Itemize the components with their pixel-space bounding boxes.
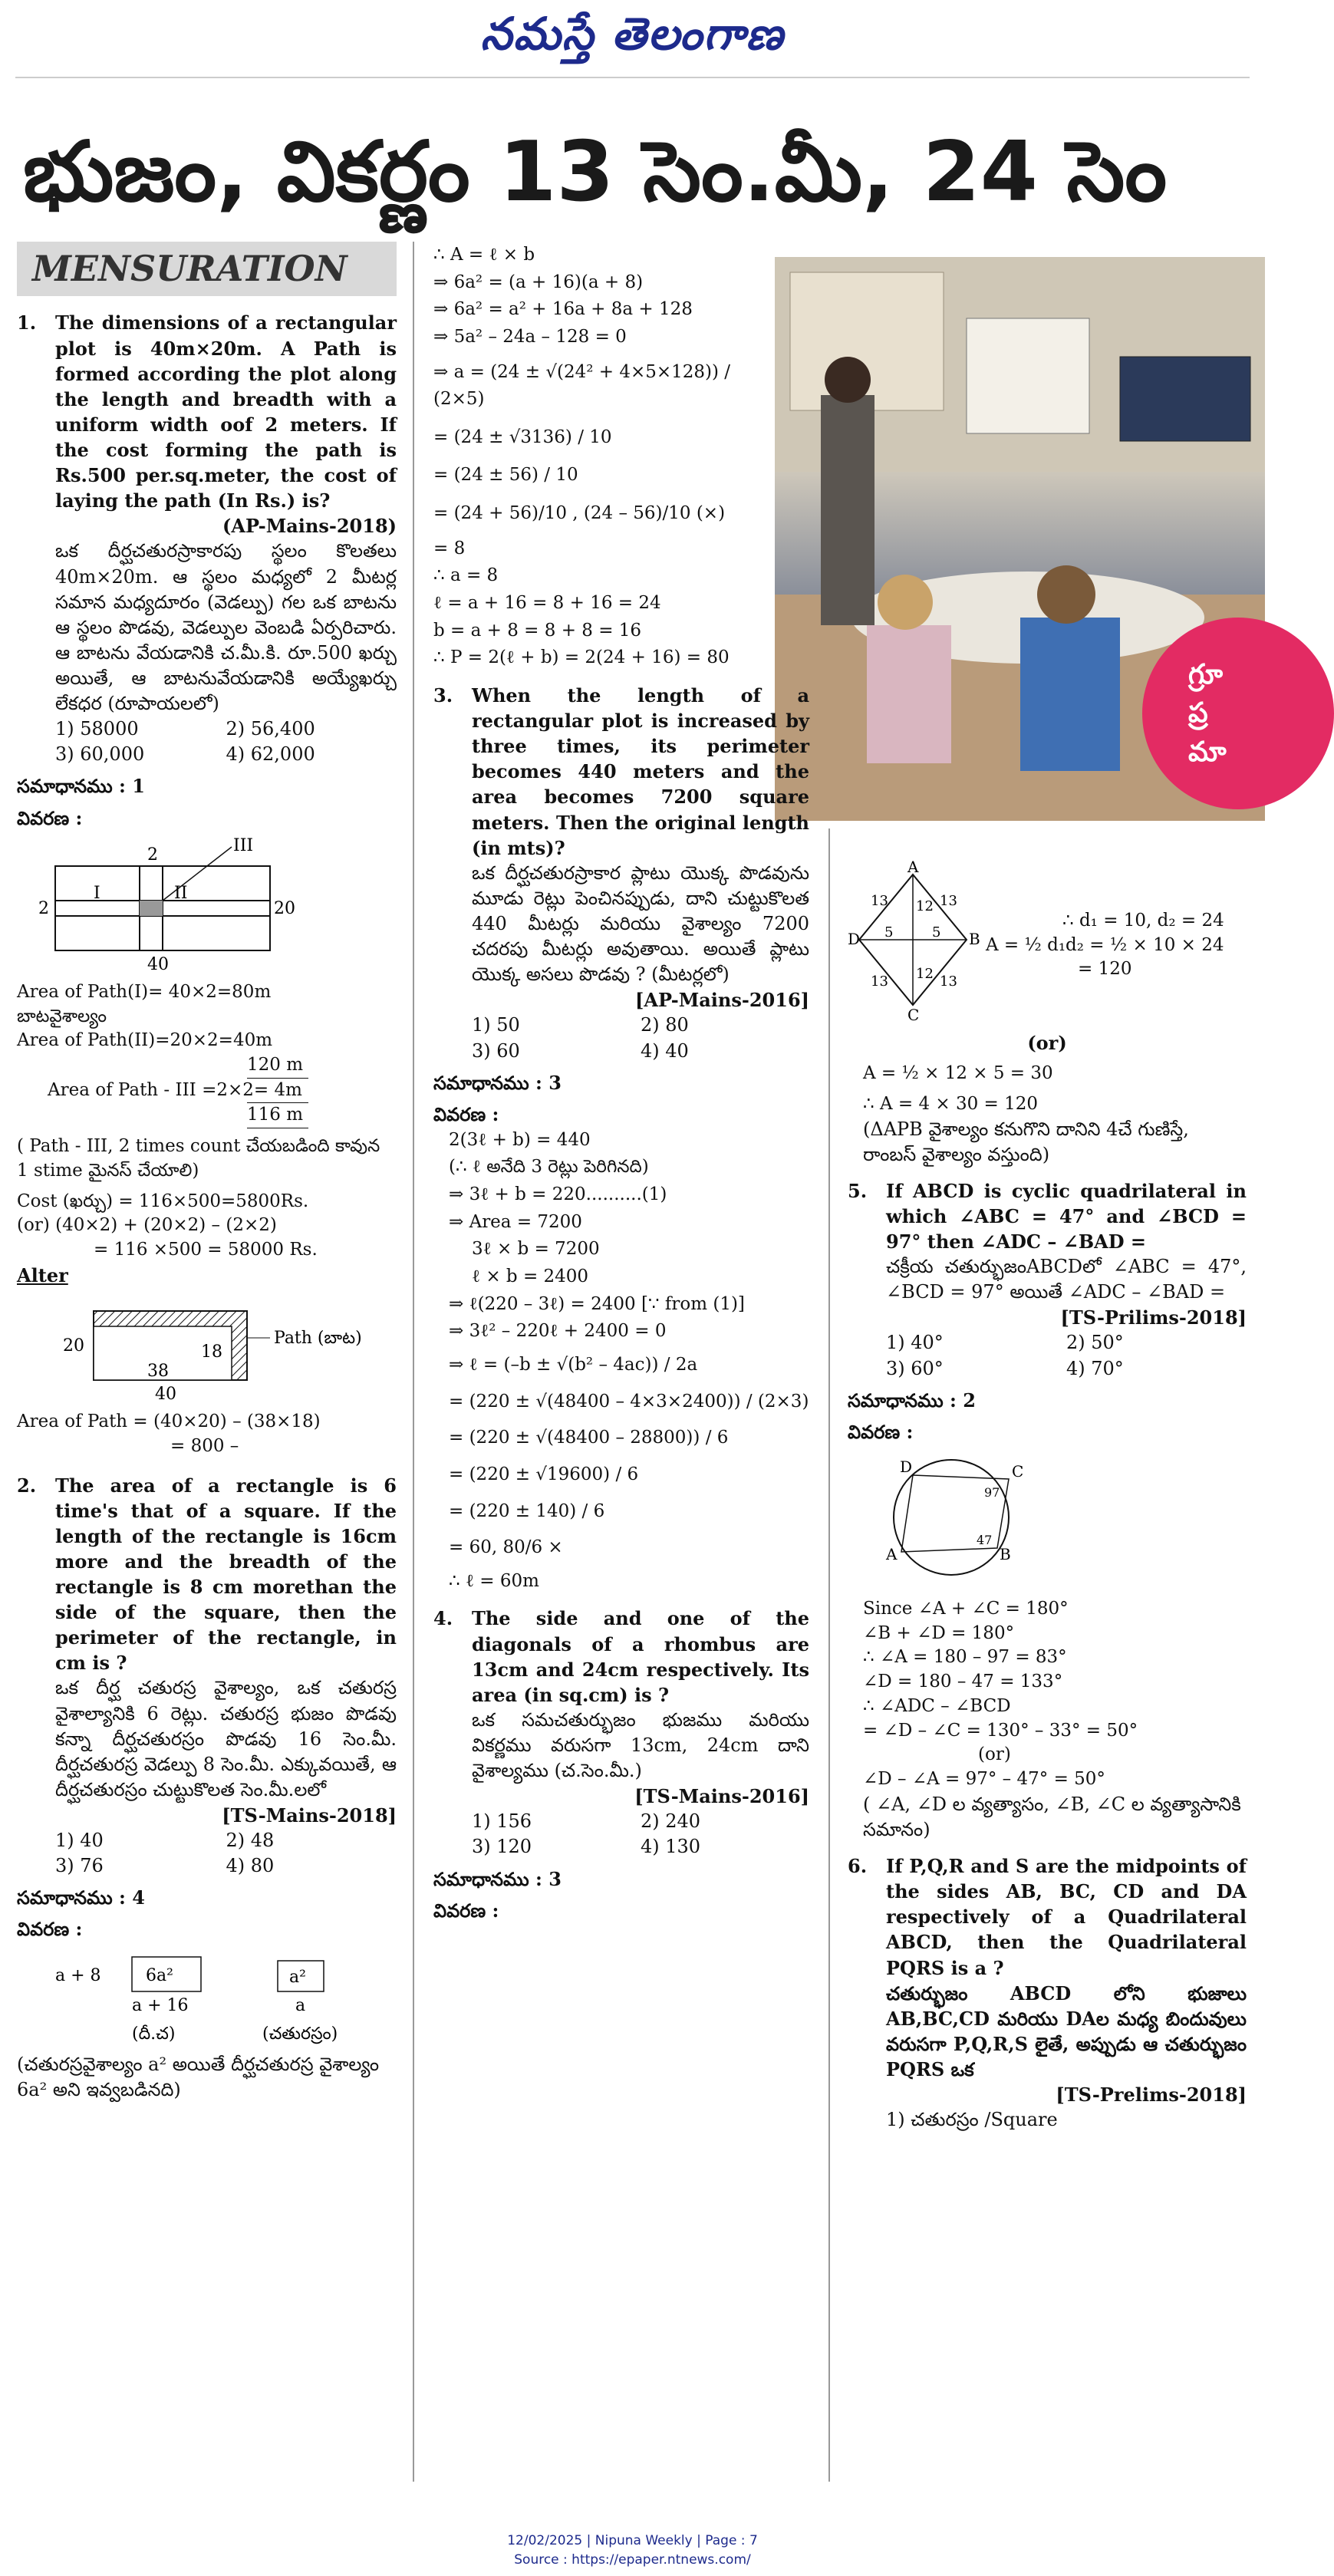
math-line: ⇒ 5a² – 24a – 128 = 0 [433, 326, 627, 347]
path-overlap [140, 901, 163, 916]
cyclic-quad-figure [871, 1444, 1039, 1590]
fig-label: A [907, 858, 919, 876]
question-4 [433, 1606, 809, 1707]
question-text-te: ఒక దీర్ఘ చతురస్ర వైశాల్యం, ఒక చతురస్ర వైశాల్యానికి 6 రెట్లు. చతురస్ర భుజం పొడవు కన్నా దీర్ఘచతురస్రం పొడవు 16 సెం.మీ. దీర్ఘచతురస్ర వెడల్పు 8 సెం.మీ. ఎక్కువయితే, ఆ దీర్ఘచతురస్రం చుట్టుకొలత సెం.మీ.లలో [55, 1677, 397, 1800]
option: 1) 156 [472, 1810, 532, 1833]
math-note: ( Path - III, 2 times count చేయబడింది కావున 1 stime మైనస్ చేయాలి) [17, 1136, 380, 1181]
fig-label: a + 16 [132, 1995, 189, 2015]
fig-label: 38 [147, 1361, 169, 1381]
question-number: 6. [848, 1855, 868, 1878]
exam-tag: [TS-Prilims-2018] [1060, 1306, 1247, 1329]
math-line: ℓ × b = 2400 [472, 1267, 589, 1287]
fig-label: 12 [916, 966, 934, 982]
options [55, 1828, 397, 1879]
math-line: Area of Path - III =2×2= 4m [48, 1079, 302, 1100]
math-line: = ∠D – ∠C = 130° – 33° = 50° [863, 1720, 1138, 1741]
math-line: 120 m [247, 1053, 308, 1079]
fig-label: 12 [916, 898, 934, 914]
question-6 [848, 1853, 1247, 1981]
question-text-te: చతుర్భుజం ABCD లోని భుజాలు AB,BC,CD మరియు DAల మధ్య బిందువులు వరుసగా P,Q,R,S లైతే, అప్పుడు ఆ చతుర్భుజం PQRS ఒక [886, 1981, 1247, 2080]
math-line: ∴ ℓ = 60m [449, 1570, 539, 1591]
option: 1) 58000 [55, 718, 139, 740]
fig-label: a + 8 [55, 1965, 101, 1985]
column-2 [433, 242, 809, 1923]
question-5 [848, 1178, 1247, 1254]
fig-label: I [94, 883, 100, 903]
math-line: ⇒ a = (24 ± √(24² + 4×5×128)) / (2×5) [433, 361, 731, 410]
fig-label: 6a² [146, 1965, 173, 1985]
fig-label: 13 [871, 973, 888, 990]
math-line: = (220 ± 140) / 6 [449, 1500, 605, 1521]
question-1 [17, 310, 397, 513]
math-line: ∴ ∠A = 180 – 97 = 83° [863, 1647, 1067, 1668]
column-divider-1 [413, 242, 414, 2482]
math-line: ⇒ Area = 7200 [449, 1211, 582, 1232]
fig-label: II [174, 883, 188, 903]
math-line: = 60, 80/6 × [449, 1537, 563, 1558]
math-note: (చతురస్రవైశాల్యం a² అయితే దీర్ఘచతురస్ర వైశాల్యం 6a² అని ఇవ్వబడినది) [17, 2053, 380, 2100]
option: 3) 60 [472, 1039, 520, 1062]
question-number: 4. [433, 1607, 453, 1630]
math-line: = 116 ×500 = 58000 Rs. [94, 1240, 318, 1260]
explanation-label: వివరణ : [848, 1420, 914, 1443]
column-1 [17, 242, 397, 2103]
fig-label: 40 [147, 954, 169, 974]
math-line: ∴ d₁ = 10, d₂ = 24 [1062, 911, 1224, 931]
question-text-te: ఒక దీర్ఘచతురస్రాకార ప్లాటు యొక్క పొడవును మూడు రెట్లు పెంచినప్పుడు, దాని చుట్టుకొలత 440 మీటర్లు మరియు వైశాల్యం 7200 చదరపు మీటర్లు అవుతాయి. అయితే ప్లాటు యొక్క అసలు పొడవు ? (మీటర్లలో) [472, 861, 809, 986]
math-line: ℓ = a + 16 = 8 + 16 = 24 [433, 593, 661, 614]
column-3 [848, 858, 1247, 2133]
exam-tag: [TS-Mains-2016] [634, 1785, 809, 1808]
math-line: (or) [978, 1744, 1011, 1765]
math-line: = (24 + 56)/10 , (24 – 56)/10 (×) [433, 503, 726, 524]
exam-tag: (AP-Mains-2018) [222, 515, 397, 538]
math-line: ∴ P = 2(ℓ + b) = 2(24 + 16) = 80 [433, 647, 730, 668]
fig-label: C [1012, 1461, 1024, 1481]
option: 4) 80 [226, 1855, 275, 1877]
headline: భుజం, వికర్ణం 13 సెం.మీ, 24 సెం [23, 124, 1168, 220]
path-figure [25, 835, 301, 973]
question-text-te: చక్రీయ చతుర్భుజంABCDలో ∠ABC = 47°, ∠BCD = 97° అయితే ∠ADC – ∠BAD = [886, 1256, 1247, 1303]
math-note: (ΔAPB వైశాల్యం కనుగొని దానిని 4చే గుణిస్తే, రాంబస్ వైశాల్యం వస్తుంది) [863, 1118, 1189, 1165]
fig-label: D [900, 1457, 913, 1476]
math-line: 3ℓ × b = 7200 [472, 1239, 600, 1260]
fig-label: A [886, 1544, 898, 1563]
math-line: = (24 ± √3136) / 10 [433, 427, 612, 447]
math-line: = 800 – [170, 1435, 239, 1456]
option: 1) 40 [55, 1830, 104, 1852]
option: 3) 76 [55, 1855, 104, 1877]
math-line: ∴ A = 4 × 30 = 120 [863, 1093, 1039, 1114]
math-line: ∠D – ∠A = 97° – 47° = 50° [863, 1769, 1105, 1790]
question-text-te: ఒక సమచతుర్భుజం భుజము మరియు వికర్ణము వరుసగా 13cm, 24cm దాని వైశాల్యము (చ.సెం.మీ.) [472, 1708, 809, 1782]
math-line: ⇒ 3ℓ + b = 220..........(1) [449, 1184, 667, 1205]
options [55, 716, 397, 767]
photo-badge [1142, 618, 1334, 809]
math-line: 116 m [247, 1102, 308, 1128]
option: 2) 48 [226, 1830, 275, 1852]
answer: సమాధానము : 3 [433, 1071, 562, 1094]
math-line: ⇒ 3ℓ² – 220ℓ + 2400 = 0 [449, 1321, 667, 1342]
alter-heading: Alter [17, 1263, 68, 1286]
math-line: = 120 [1078, 959, 1132, 980]
answer: సమాధానము : 2 [848, 1388, 976, 1412]
question-text-en: If P,Q,R and S are the midpoints of the sides AB, BC, CD and DA respectively of a Quadrilateral ABCD, then the Quadrilateral PQRS is a ? [886, 1855, 1247, 1979]
explanation-label: వివరణ : [17, 806, 83, 829]
masthead-divider [15, 77, 1250, 78]
question-number: 2. [17, 1474, 37, 1497]
masthead [0, 0, 1265, 73]
badge-text: మా [1188, 736, 1227, 768]
explanation-label: వివరణ : [433, 1102, 499, 1125]
answer: సమాధానము : 1 [17, 775, 145, 798]
fig-caption: (దీ.చ) [132, 2024, 176, 2044]
answer: సమాధానము : 4 [17, 1886, 145, 1909]
option: 2) 50° [1066, 1332, 1124, 1354]
fig-label: 20 [63, 1336, 84, 1356]
option: 4) 40 [641, 1039, 689, 1062]
options [472, 1809, 809, 1860]
math-note: ( ∠A, ∠D ల వ్యత్యాసం, ∠B, ∠C ల వ్యత్యాసానికి సమానం) [863, 1793, 1241, 1840]
option: 3) 60,000 [55, 743, 145, 766]
math-line: (∴ ℓ అనేది 3 రెట్లు పెరిగినది) [449, 1157, 649, 1178]
footer-date: 12/02/2025 | Nipuna Weekly | Page : 7 [507, 2533, 758, 2548]
rect-square-figure [17, 1945, 385, 2045]
question-text-en: When the length of a rectangular plot is increased by three times, its perimeter becomes 440 meters and the area becomes 7200 square meters. Then the original length (in mts)? [472, 684, 809, 859]
math-line: Area of Path(I)= 40×2=80m [17, 981, 272, 1002]
fig-label: 13 [871, 893, 888, 909]
option: 1) 40° [886, 1332, 944, 1354]
pointer-line [163, 847, 232, 901]
question-3 [433, 683, 809, 861]
option: 2) 240 [641, 1810, 701, 1833]
question-text-en: If ABCD is cyclic quadrilateral in which ∠ABC = 47° and ∠BCD = 97° then ∠ADC – ∠BAD = [886, 1179, 1247, 1253]
math-line: = (24 ± 56) / 10 [433, 465, 578, 486]
math-line: ∴ a = 8 [433, 565, 499, 586]
option: 3) 120 [472, 1836, 532, 1858]
option: 4) 130 [641, 1836, 701, 1858]
answer: సమాధానము : 3 [433, 1867, 562, 1890]
question-number: 5. [848, 1179, 868, 1202]
fig-label: 18 [201, 1342, 222, 1362]
math-line: ∠B + ∠D = 180° [863, 1622, 1015, 1643]
math-line: Cost (ఖర్చు) = 116×500=5800Rs. [17, 1191, 309, 1211]
fig-label: 2 [147, 845, 158, 865]
fig-label: 5 [884, 924, 894, 940]
math-line: ∴ A = ℓ × b [433, 245, 535, 265]
fig-label: 13 [940, 893, 957, 909]
fig-label: B [969, 930, 980, 948]
fig-label: D [848, 930, 861, 948]
math-line: b = a + 8 = 8 + 8 = 16 [433, 620, 642, 641]
option: 3) 60° [886, 1357, 944, 1379]
section-banner [17, 242, 397, 296]
alter-path-label: Path (బాట) [274, 1328, 362, 1348]
option: 1) చతురస్రం /Square [886, 2109, 1058, 2131]
fig-label: 20 [274, 898, 295, 918]
newspaper-logo: నమస్తే తెలంగాణ [480, 8, 785, 60]
question-text-en: The area of a rectangle is 6 time's that of a square. If the length of the rectangle is 16cm more and the breadth of the rectangle is 8 cm morethan the side of the square, then the perimeter of the rectangle, in cm is ? [55, 1474, 397, 1675]
options [472, 1013, 809, 1063]
math-line: ⇒ ℓ(220 – 3ℓ) = 2400 [∵ from (1)] [449, 1293, 745, 1314]
exam-tag: [TS-Mains-2018] [222, 1804, 397, 1827]
explanation-label: వివరణ : [433, 1899, 499, 1922]
column-divider-2 [828, 828, 830, 2482]
fig-label: B [1000, 1544, 1011, 1563]
fig-label: a² [289, 1967, 306, 1987]
fig-label: 97 [984, 1484, 1000, 1500]
fig-label: III [233, 835, 254, 855]
page-footer [0, 2532, 1265, 2569]
option: 2) 56,400 [226, 718, 315, 740]
math-line: A = ½ × 12 × 5 = 30 [863, 1063, 1053, 1084]
badge-text: గ్రూ [1188, 659, 1224, 690]
math-line: Area of Path(II)=20×2=40m [17, 1030, 273, 1051]
question-text-te: ఒక దీర్ఘచతురస్రాకారపు స్థలం కొలతలు 40m×20m. ఆ స్థలం మధ్యలో 2 మీటర్ల సమాన మధ్యదూరం (వెడల్పు) గల ఒక బాటను ఆ స్థలం పొడవు, వెడల్పుల వెంబడి ఏర్పరిచారు. ఆ బాటను వేయడానికి చ.మీ.కి. రూ.500 ఖర్చు అయితే, ఆ బాటనువేయడానికి అయ్యేఖర్చు లేకధర (రూపాయలలో) [55, 540, 397, 715]
math-line: ⇒ 6a² = (a + 16)(a + 8) [433, 272, 644, 292]
option: 4) 70° [1066, 1357, 1124, 1379]
explanation-label: వివరణ : [17, 1918, 83, 1941]
question-number: 3. [433, 684, 453, 707]
question-number: 1. [17, 311, 37, 334]
question-text-en: The side and one of the diagonals of a rhombus are 13cm and 24cm respectively. Its area (in sq.cm) is ? [472, 1607, 809, 1706]
footer-source: Source : https://epaper.ntnews.com/ [514, 2551, 751, 2568]
fig-caption: (చతురస్రం) [262, 2024, 338, 2044]
rhombus-figure [848, 858, 980, 1024]
fig-label: 5 [932, 924, 941, 940]
question-text-en: The dimensions of a rectangular plot is 40m×20m. A Path is formed according the plot along the length and breadth with a uniform width oof 2 meters. If the cost forming the path is Rs.500 per.sq.meter, the cost of laying the path (In Rs.) is? [55, 311, 397, 512]
fig-label: 40 [155, 1384, 176, 1404]
fig-label: 47 [977, 1532, 993, 1547]
math-line: = (220 ± √19600) / 6 [449, 1464, 639, 1484]
math-line: ⇒ ℓ = (–b ± √(b² – 4ac)) / 2a [449, 1354, 698, 1375]
math-line: ⇒ 6a² = a² + 16a + 8a + 128 [433, 299, 693, 320]
exam-tag: [TS-Prelims-2018] [1056, 2084, 1247, 2107]
option: 4) 62,000 [226, 743, 315, 766]
math-line: బాటవైశాల్యం [17, 1006, 107, 1026]
math-line: A = ½ d₁d₂ = ½ × 10 × 24 [986, 934, 1224, 955]
fig-label: C [907, 1006, 920, 1024]
alter-figure [17, 1296, 385, 1403]
option: 1) 50 [472, 1014, 520, 1036]
math-line: = (220 ± √(48400 – 28800)) / 6 [449, 1428, 729, 1448]
exam-tag: [AP-Mains-2016] [635, 989, 809, 1012]
fig-label: 2 [38, 898, 49, 918]
math-line: Area of Path = (40×20) – (38×18) [17, 1412, 321, 1432]
option: 2) 80 [641, 1014, 689, 1036]
math-line: ∠D = 180 – 47 = 133° [863, 1672, 1063, 1692]
classroom-photo [775, 257, 1265, 821]
math-line: (or) (40×2) + (20×2) – (2×2) [17, 1215, 277, 1236]
math-line: (or) [1027, 1032, 1067, 1054]
fig-label: 13 [940, 973, 957, 990]
math-line: 2(3ℓ + b) = 440 [449, 1129, 591, 1150]
badge-text: ప్ర [1188, 697, 1208, 730]
question-2 [17, 1473, 397, 1676]
options [886, 1330, 1247, 1381]
math-line: Since ∠A + ∠C = 180° [863, 1599, 1069, 1619]
math-line: = (220 ± √(48400 – 4×3×2400)) / (2×3) [449, 1391, 809, 1412]
fig-label: a [295, 1995, 306, 2015]
section-title: MENSURATION [32, 248, 347, 289]
math-line: ∴ ∠ADC – ∠BCD [863, 1695, 1011, 1716]
math-line: = 8 [433, 538, 466, 558]
